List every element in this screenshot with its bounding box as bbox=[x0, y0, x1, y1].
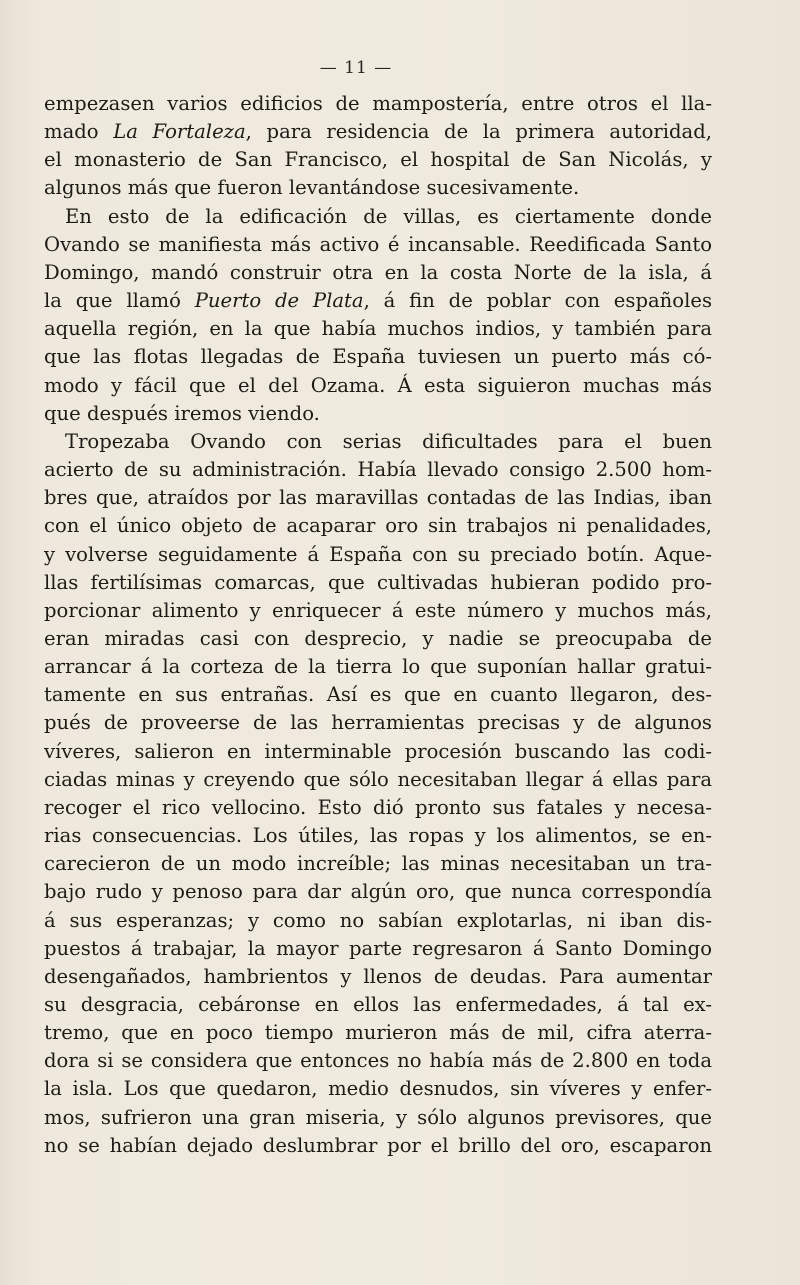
text-line: porcionar alimento y enriquecer á este número y muchos más, bbox=[44, 598, 712, 622]
text-line: arrancar á la corteza de la tierra lo que suponían hallar gratui- bbox=[44, 655, 712, 679]
text-line: eran miradas casi con desprecio, y nadie se preocupaba de bbox=[44, 626, 712, 650]
text-line: Tropezaba Ovando con serias dificultades para el buen bbox=[65, 429, 712, 453]
text-line: Domingo, mandó construir otra en la costa Norte de la isla, á bbox=[44, 260, 712, 284]
text-line: empezasen varios edificios de mampostería, entre otros el lla- bbox=[44, 92, 712, 115]
text-line: su desgracia, cebáronse en ellos las enfermedades, á tal ex- bbox=[44, 993, 712, 1016]
text-line: bajo rudo y penoso para dar algún oro, que nunca correspondía bbox=[44, 880, 712, 904]
text-line: Ovando se manifiesta más activo é incansable. Reedificada Santo bbox=[44, 232, 712, 256]
text-line: desengañados, hambrientos y llenos de deudas. Para aumentar bbox=[44, 964, 712, 988]
page-number: — 11 — bbox=[319, 58, 393, 78]
text-line: algunos más que fueron levantándose sucesivamente. bbox=[44, 176, 580, 200]
text-line: En esto de la edificación de villas, es ciertamente donde bbox=[65, 204, 712, 228]
text-line: la isla. Los que quedaron, medio desnudos, sin víveres y enfer- bbox=[44, 1077, 712, 1101]
text-line: tamente en sus entrañas. Así es que en cuanto llegaron, des- bbox=[44, 683, 712, 707]
text-line: víveres, salieron en interminable procesión buscando las codi- bbox=[44, 739, 712, 763]
text-line: mos, sufrieron una gran miseria, y sólo algunos previsores, que bbox=[44, 1105, 712, 1129]
text-line: llas fertilísimas comarcas, que cultivadas hubieran podido pro- bbox=[44, 570, 712, 594]
text-line: que después iremos viendo. bbox=[44, 401, 320, 425]
text-line: bres que, atraídos por las maravillas contadas de las Indias, iban bbox=[44, 486, 712, 510]
text-line: rias consecuencias. Los útiles, las ropas y los alimentos, se en- bbox=[44, 824, 712, 848]
text-line: pués de proveerse de las herramientas precisas y de algunos bbox=[44, 711, 712, 735]
text-line: dora si se considera que entonces no había más de 2.800 en toda bbox=[44, 1049, 712, 1073]
text-line: y volverse seguidamente á España con su preciado botín. Aque- bbox=[44, 542, 712, 566]
text-line: tremo, que en poco tiempo murieron más de mil, cifra aterra- bbox=[44, 1021, 712, 1045]
text-line: á sus esperanzas; y como no sabían explotarlas, ni iban dis- bbox=[44, 908, 712, 932]
text-line: puestos á trabajar, la mayor parte regresaron á Santo Domingo bbox=[44, 936, 712, 960]
text-line: recoger el rico vellocino. Esto dió pronto sus fatales y necesa- bbox=[44, 795, 712, 819]
body-text bbox=[44, 90, 712, 1160]
text-line: la que llamó Puerto de Plata, á fin de poblar con españoles bbox=[44, 289, 713, 313]
text-line: aquella región, en la que había muchos indios, y también para bbox=[44, 317, 712, 341]
text-line: carecieron de un modo increíble; las minas necesitaban un tra- bbox=[44, 852, 712, 876]
text-line: el monasterio de San Francisco, el hospital de San Nicolás, y bbox=[44, 148, 712, 172]
text-line: que las flotas llegadas de España tuviesen un puerto más có- bbox=[44, 345, 712, 369]
text-line: con el único objeto de acaparar oro sin trabajos ni penalidades, bbox=[44, 514, 712, 538]
text-line: mado La Fortaleza, para residencia de la primera autoridad, bbox=[44, 120, 712, 144]
text-line: modo y fácil que el del Ozama. Á esta siguieron muchas más bbox=[44, 373, 712, 397]
italic-title: Puerto de Plata bbox=[194, 289, 364, 313]
text-line: no se habían dejado deslumbrar por el brillo del oro, escaparon bbox=[44, 1133, 712, 1157]
text-line: acierto de su administración. Había llevado consigo 2.500 hom- bbox=[44, 458, 712, 482]
italic-title: La Fortaleza bbox=[113, 120, 246, 144]
text-line: ciadas minas y creyendo que sólo necesitaban llegar á ellas para bbox=[44, 767, 712, 791]
